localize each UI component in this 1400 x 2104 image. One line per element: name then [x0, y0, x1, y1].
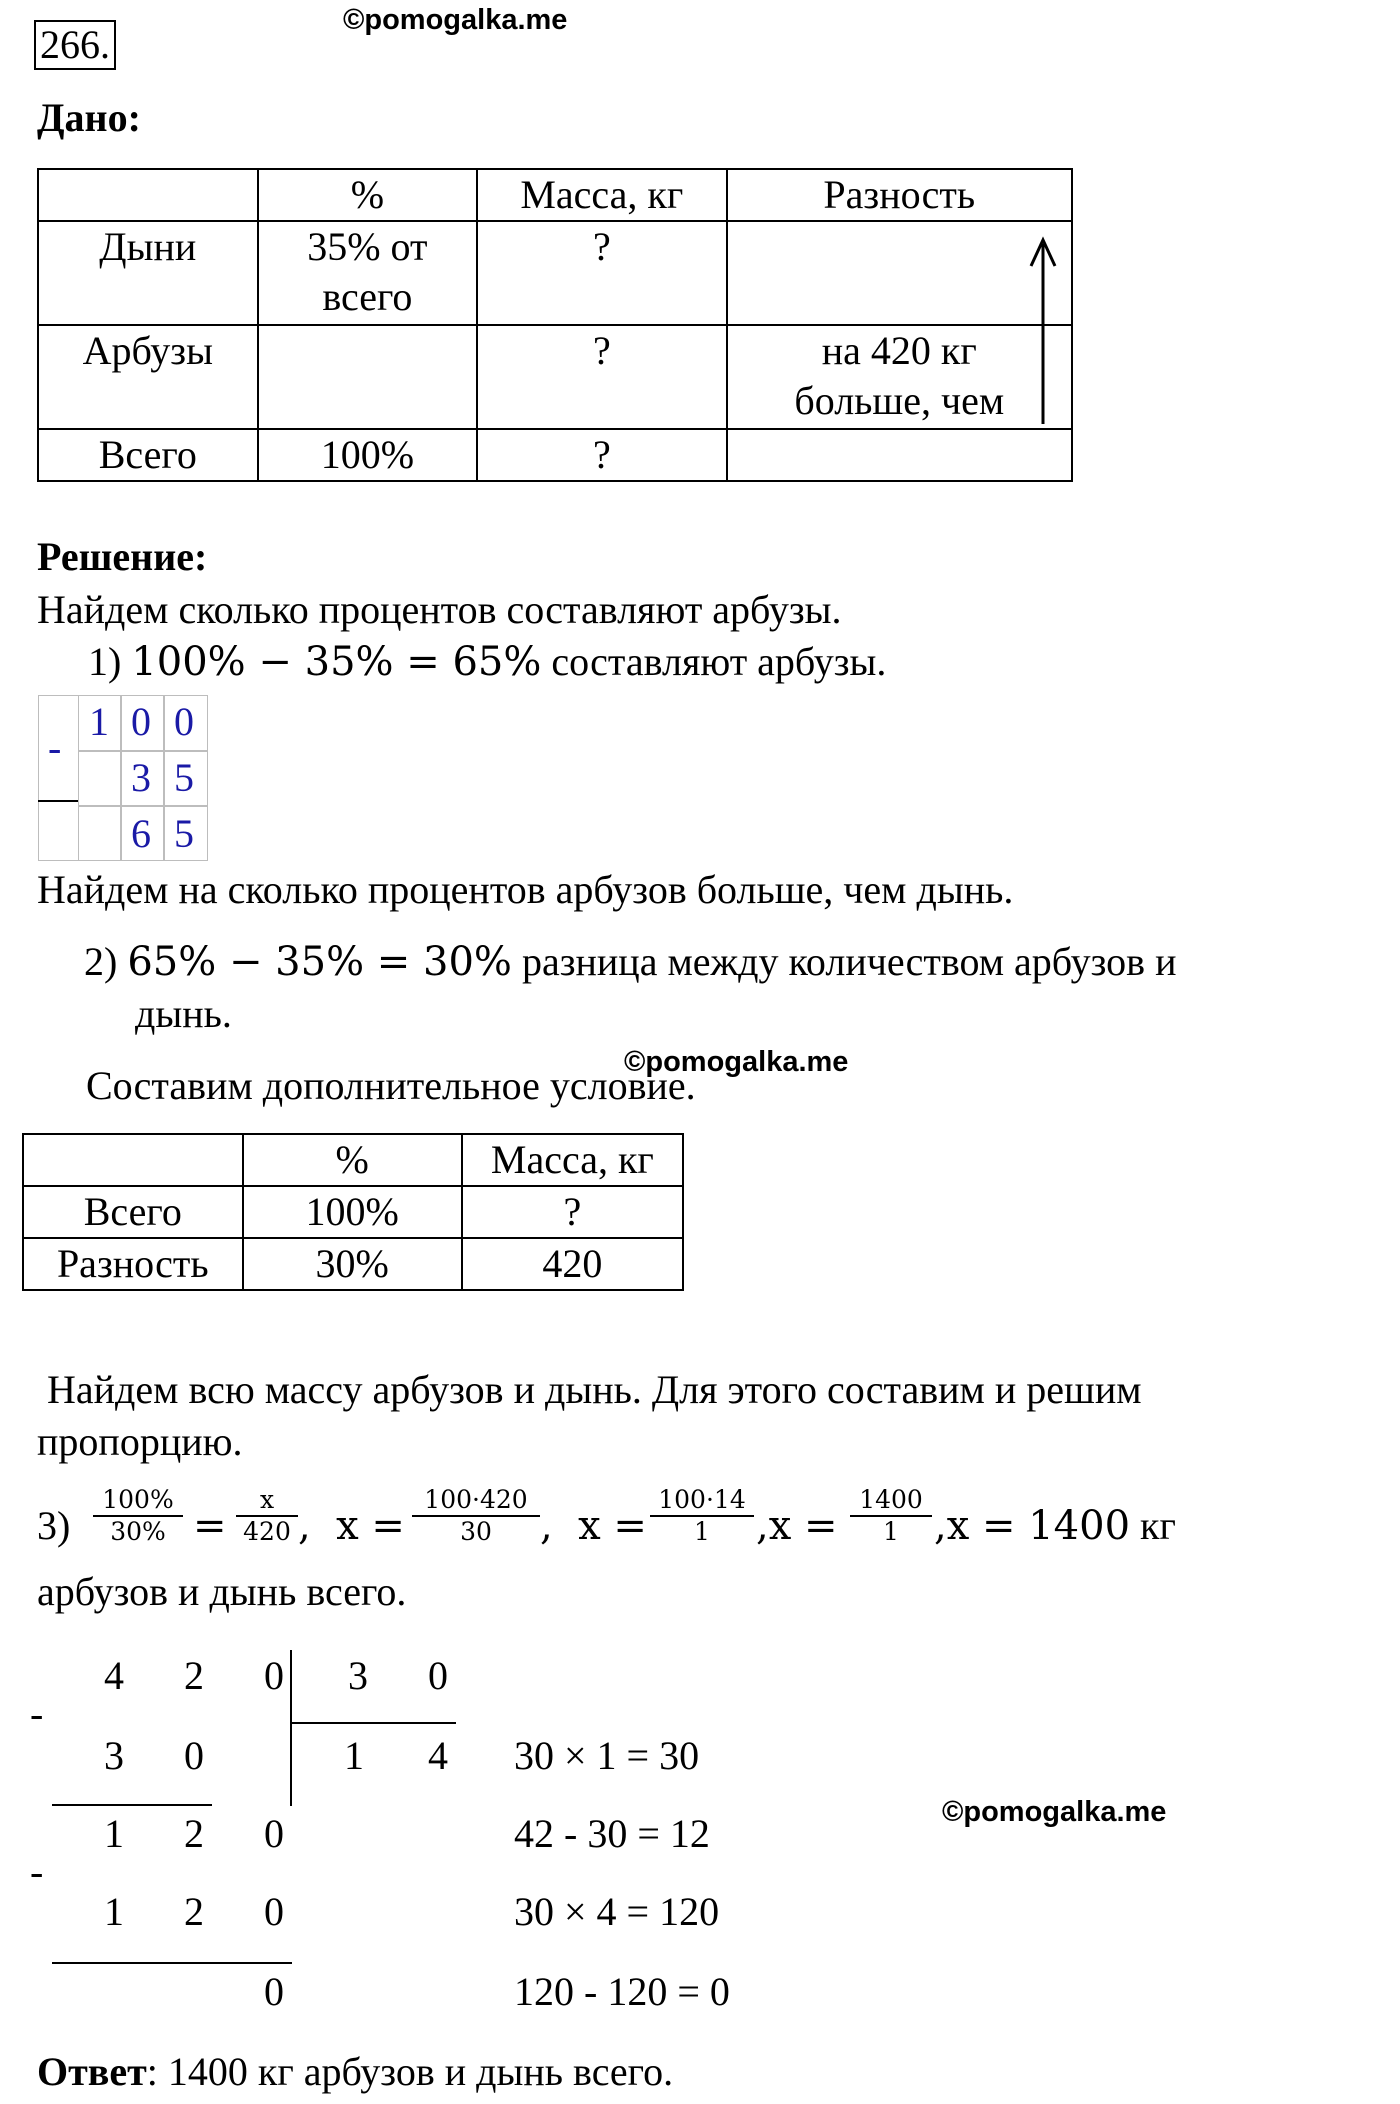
answer-label: Ответ	[37, 2049, 147, 2094]
table-row	[23, 1186, 683, 1238]
digit: 0	[264, 1653, 284, 1698]
column-grid-margin	[38, 695, 79, 861]
fraction-numerator: 100·420	[424, 1485, 528, 1514]
digit: 6	[131, 811, 151, 856]
table-cell	[258, 325, 478, 429]
table-header-cell: Масса, кг	[462, 1134, 683, 1186]
digit: 1	[89, 699, 109, 744]
step-2	[84, 938, 1176, 986]
digit: 0	[264, 1811, 284, 1856]
fraction	[850, 1485, 932, 1547]
fraction	[236, 1485, 298, 1547]
step-2-number: 2)	[84, 939, 118, 984]
step-1-text: составляют арбузы.	[541, 639, 887, 684]
digit: 4	[104, 1653, 124, 1698]
step-3-unit: кг	[1130, 1503, 1176, 1548]
solution-line-4-continuation: пропорцию.	[37, 1419, 243, 1464]
minus-sign: -	[30, 1691, 44, 1736]
digit: 3	[348, 1653, 368, 1698]
table-cell: 100%	[243, 1186, 462, 1238]
fraction	[412, 1485, 540, 1547]
fraction	[93, 1485, 183, 1547]
table-header-cell: %	[243, 1134, 462, 1186]
step-3-result-value: ,x = 1400	[934, 1503, 1131, 1549]
step-1	[88, 638, 886, 686]
digit: 3	[104, 1733, 124, 1778]
digit: 0	[184, 1733, 204, 1778]
solution-line-4: Найдем всю массу арбузов и дынь. Для этого составим и решим	[37, 1367, 1142, 1412]
division-divisor-bar	[290, 1722, 456, 1724]
solution-line-2: Найдем на сколько процентов арбузов больше, чем дынь.	[37, 867, 1014, 912]
extra-condition-table	[22, 1133, 684, 1291]
table-cell: 420	[462, 1238, 683, 1290]
problem-number: 266.	[34, 20, 116, 70]
table-cell: Разность	[23, 1238, 243, 1290]
table-header-cell	[23, 1134, 243, 1186]
fraction-denominator: 30%	[93, 1515, 183, 1547]
column-sub-bar	[38, 800, 78, 802]
division-vertical-bar	[290, 1650, 292, 1806]
table-header-cell: %	[258, 169, 478, 221]
table-cell: 35% от всего	[258, 221, 478, 325]
given-heading: Дано:	[37, 95, 141, 140]
table-cell: Дыни	[38, 221, 258, 325]
fraction-numerator: 100%	[102, 1485, 174, 1514]
table-cell: ?	[477, 325, 726, 429]
digit: 5	[174, 755, 194, 800]
step-3-result	[934, 1502, 1176, 1550]
division-note: 30 × 1 = 30	[514, 1733, 700, 1778]
answer	[37, 2048, 673, 2096]
digit: 1	[344, 1733, 364, 1778]
division-line	[52, 1804, 212, 1806]
answer-text: : 1400 кг арбузов и дынь всего.	[146, 2049, 674, 2094]
given-table	[37, 168, 1073, 482]
solution-heading: Решение:	[37, 534, 208, 579]
fraction-denominator: 1	[650, 1515, 754, 1547]
division-line	[52, 1962, 292, 1964]
table-cell: 100%	[258, 429, 478, 481]
table-row	[38, 325, 1072, 429]
column-sub-sign: -	[48, 725, 62, 770]
solution-line-1: Найдем сколько процентов составляют арбузы.	[37, 587, 842, 632]
division-note: 30 × 4 = 120	[514, 1889, 720, 1934]
digit: 2	[184, 1889, 204, 1934]
table-cell	[727, 221, 1072, 325]
fraction	[650, 1485, 754, 1547]
table-cell: Всего	[38, 429, 258, 481]
digit: 0	[264, 1889, 284, 1934]
digit: 0	[174, 699, 194, 744]
separator: , x =	[298, 1503, 405, 1549]
step-2-continuation: дынь.	[135, 991, 232, 1036]
digit: 1	[104, 1811, 124, 1856]
watermark-middle: ©pomogalka.me	[624, 1046, 849, 1078]
digit: 5	[174, 811, 194, 856]
table-cell: 30%	[243, 1238, 462, 1290]
table-row	[23, 1238, 683, 1290]
step-1-number: 1)	[88, 639, 122, 684]
table-cell: Арбузы	[38, 325, 258, 429]
table-header-cell: Разность	[727, 169, 1072, 221]
digit: 0	[264, 1969, 284, 2014]
digit: 0	[131, 699, 151, 744]
digit: 4	[428, 1733, 448, 1778]
table-header-cell: Масса, кг	[477, 169, 726, 221]
table-cell: Всего	[23, 1186, 243, 1238]
fraction-denominator: 420	[236, 1515, 298, 1547]
solution-line-3: Составим дополнительное условие.	[86, 1063, 696, 1108]
fraction-denominator: 1	[850, 1515, 932, 1547]
table-cell	[727, 429, 1072, 481]
fraction-numerator: 1400	[859, 1485, 923, 1514]
table-header-cell	[38, 169, 258, 221]
division-note: 42 - 30 = 12	[514, 1811, 710, 1856]
fraction-denominator: 30	[412, 1515, 540, 1547]
separator: ,x =	[756, 1503, 838, 1549]
fraction-numerator: 100·14	[658, 1485, 746, 1514]
division-note: 120 - 120 = 0	[514, 1969, 730, 2014]
given-table-header-row	[38, 169, 1072, 221]
watermark-top: ©pomogalka.me	[343, 4, 568, 36]
watermark-bottom: ©pomogalka.me	[942, 1796, 1167, 1828]
extra-table-header-row	[23, 1134, 683, 1186]
fraction-numerator: x	[259, 1485, 275, 1514]
digit: 2	[184, 1811, 204, 1856]
separator: , x =	[540, 1503, 647, 1549]
table-row	[38, 429, 1072, 481]
minus-sign: -	[30, 1849, 44, 1894]
digit: 1	[104, 1889, 124, 1934]
step-3-number: 3)	[37, 1503, 71, 1548]
table-row	[38, 221, 1072, 325]
table-cell: ?	[477, 429, 726, 481]
solution-line-5: арбузов и дынь всего.	[37, 1569, 407, 1614]
digit: 3	[131, 755, 151, 800]
equals-sign: =	[193, 1503, 227, 1549]
table-cell: на 420 кг больше, чем	[727, 325, 1072, 429]
table-cell: ?	[477, 221, 726, 325]
digit: 2	[184, 1653, 204, 1698]
arrow-up-icon	[1028, 236, 1058, 426]
step-1-formula: 100% − 35% = 65%	[131, 639, 542, 685]
step-2-formula: 65% − 35% = 30%	[127, 939, 512, 985]
table-cell: ?	[462, 1186, 683, 1238]
digit: 0	[428, 1653, 448, 1698]
step-2-text: разница между количеством арбузов и	[511, 939, 1177, 984]
